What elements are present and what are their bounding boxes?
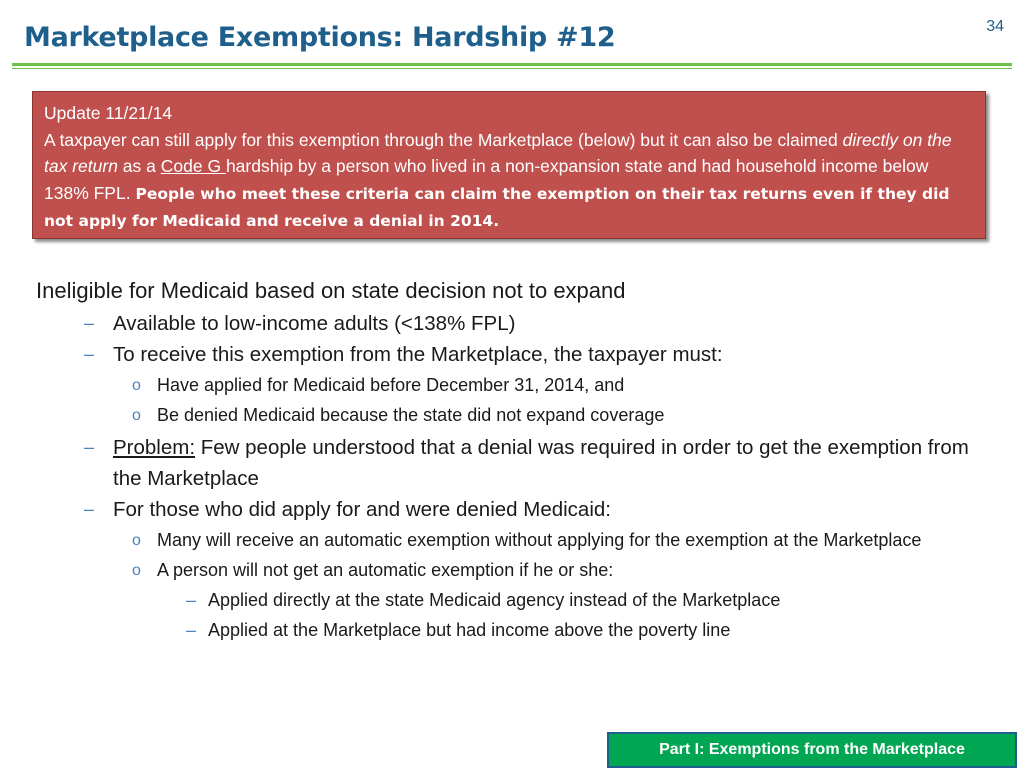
sub-bullet-not-automatic	[36, 557, 996, 584]
bullet-text: To receive this exemption from the Marketplace, the taxpayer must:	[113, 343, 723, 366]
dash-bullet: –	[186, 590, 197, 610]
sub-bullet-applied	[36, 372, 996, 399]
update-heading: Update 11/21/14	[44, 103, 173, 123]
sub-sub-bullet-state-agency	[36, 587, 996, 614]
dash-bullet: –	[84, 437, 95, 457]
problem-label: Problem:	[113, 436, 196, 459]
sub-sub-bullet-text: Applied at the Marketplace but had income above the poverty line	[208, 620, 731, 640]
bullet-denied-group	[36, 494, 996, 525]
sub-bullet-text: Be denied Medicaid because the state did not expand coverage	[157, 405, 665, 425]
update-text-part-3: hardship by a person who lived in a non-expansion state and had household income below 138% FPL.	[44, 156, 929, 203]
update-text-code-g: Code G	[160, 156, 226, 176]
sub-sub-bullet-income	[36, 617, 996, 644]
circle-bullet: o	[132, 532, 141, 549]
circle-bullet: o	[132, 562, 141, 579]
slide-number: 34	[986, 18, 1004, 35]
dash-bullet: –	[84, 313, 95, 333]
bullet-text: Available to low-income adults (<138% FPL)	[113, 312, 516, 335]
dash-bullet: –	[186, 620, 197, 640]
update-text-part-1: A taxpayer can still apply for this exemption through the Marketplace (below) but it can also be claimed	[44, 129, 843, 150]
bullet-requirements	[36, 339, 996, 370]
update-text-bold: People who meet these criteria can claim the exemption on their tax returns even if they did not apply for Medicaid and receive a denial in 2014.	[44, 184, 950, 230]
slide-content	[36, 276, 996, 647]
title-rule-thick	[12, 63, 1012, 66]
sub-bullet-denied	[36, 402, 996, 429]
bullet-available	[36, 308, 996, 339]
bullet-text: Few people understood that a denial was required in order to get the exemption from the Marketplace	[113, 436, 969, 490]
circle-bullet: o	[132, 377, 141, 394]
update-text-part-2: as a	[117, 156, 161, 176]
section-footer-badge: Part I: Exemptions from the Marketplace	[607, 732, 1017, 768]
bullet-problem	[36, 432, 996, 494]
title-rule-thin	[12, 68, 1012, 69]
sub-bullet-text: A person will not get an automatic exemption if he or she:	[157, 560, 614, 580]
sub-sub-bullet-text: Applied directly at the state Medicaid agency instead of the Marketplace	[208, 590, 781, 610]
circle-bullet: o	[132, 407, 141, 424]
slide-title: Marketplace Exemptions: Hardship #12	[24, 22, 616, 53]
dash-bullet: –	[84, 499, 95, 519]
bullet-text: For those who did apply for and were denied Medicaid:	[113, 498, 611, 521]
dash-bullet: –	[84, 344, 95, 364]
update-text-italic: directly on the tax return	[44, 129, 952, 176]
sub-bullet-text: Many will receive an automatic exemption without applying for the exemption at the Marketplace	[157, 530, 922, 550]
update-callout-box	[32, 91, 986, 239]
sub-bullet-automatic	[36, 527, 996, 554]
content-heading: Ineligible for Medicaid based on state decision not to expand	[36, 278, 626, 303]
sub-bullet-text: Have applied for Medicaid before December 31, 2014, and	[157, 375, 625, 395]
